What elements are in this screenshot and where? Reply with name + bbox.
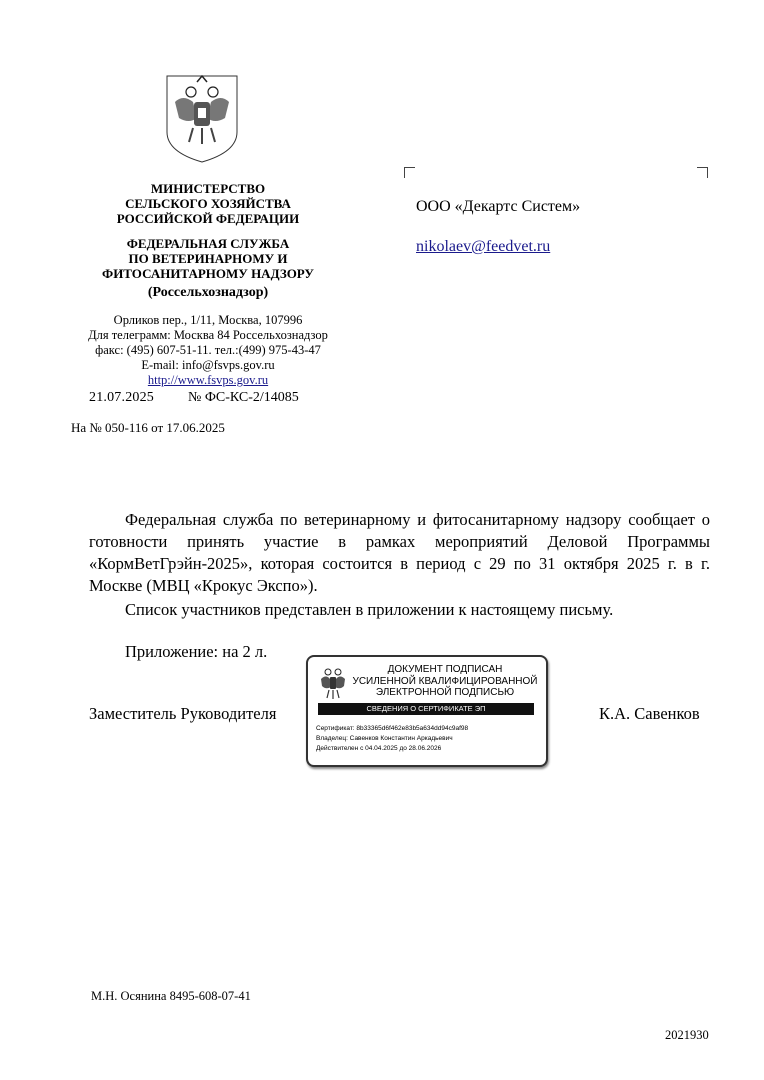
- coat-of-arms-emblem: [163, 72, 241, 164]
- recipient-name: ООО «Декартс Систем»: [416, 198, 581, 215]
- ministry-name: [60, 181, 356, 226]
- stamp-title-line: УСИЛЕННОЙ КВАЛИФИЦИРОВАННОЙ: [352, 675, 538, 687]
- stamp-certificate-id: Сертификат: 8b33365d6f462e83b5a634dd94c9af98: [316, 725, 469, 732]
- stamp-emblem-icon: [318, 665, 348, 701]
- document-date: 21.07.2025: [89, 390, 154, 405]
- address-corner-left: [404, 167, 415, 178]
- body-paragraph-list: Список участников представлен в приложении к настоящему письму.: [125, 600, 614, 619]
- e-signature-stamp: [306, 655, 548, 767]
- signer-position: Заместитель Руководителя: [89, 704, 277, 723]
- ministry-line: СЕЛЬСКОГО ХОЗЯЙСТВА: [125, 196, 291, 211]
- service-line: ФЕДЕРАЛЬНАЯ СЛУЖБА: [126, 236, 290, 251]
- document-code: 2021930: [665, 1028, 709, 1042]
- ministry-line: РОССИЙСКОЙ ФЕДЕРАЦИИ: [116, 211, 300, 226]
- executor-info: М.Н. Осянина 8495-608-07-41: [91, 989, 251, 1003]
- stamp-certificate-bar: СВЕДЕНИЯ О СЕРТИФИКАТЕ ЭП: [318, 703, 534, 715]
- service-line: ПО ВЕТЕРИНАРНОМУ И: [128, 251, 288, 266]
- address: Орликов пер., 1/11, Москва, 107996: [113, 313, 303, 327]
- address-corner-right: [697, 167, 708, 178]
- website-link[interactable]: http://www.fsvps.gov.ru: [147, 373, 269, 387]
- body-paragraph: [89, 509, 710, 597]
- email-line: E-mail: info@fsvps.gov.ru: [141, 358, 275, 372]
- stamp-validity: Действителен с 04.04.2025 до 28.06.2026: [316, 745, 442, 752]
- stamp-title-line: ДОКУМЕНТ ПОДПИСАН: [387, 664, 503, 675]
- reference-number: На № 050-116 от 17.06.2025: [71, 420, 225, 435]
- paragraph-text: Федеральная служба по ветеринарному и фитосанитарному надзору сообщает о готовности принять участие в рамках мероприятий Деловой Программы «КормВетГрэйн-2025», которая состоится в период с 29 по 31 октября 2025 г. в г. Москве (МВЦ «Крокус Экспо»).: [89, 510, 710, 595]
- signer-name: К.А. Савенков: [599, 704, 700, 723]
- phone-numbers: факс: (495) 607-51-11. тел.:(499) 975-43-47: [95, 343, 321, 357]
- document-number: № ФС-КС-2/14085: [188, 390, 299, 405]
- ministry-line: МИНИСТЕРСТВО: [150, 181, 266, 196]
- service-line: ФИТОСАНИТАРНОМУ НАДЗОРУ: [102, 266, 314, 281]
- recipient-email-link[interactable]: nikolaev@feedvet.ru: [416, 238, 551, 255]
- stamp-title-line: ЭЛЕКТРОННОЙ ПОДПИСЬЮ: [375, 687, 515, 698]
- appendix-note: Приложение: на 2 л.: [125, 642, 268, 661]
- service-short-name: (Россельхознадзор): [147, 285, 269, 300]
- stamp-owner: Владелец: Савенков Константин Аркадьевич: [316, 735, 453, 742]
- stamp-title: [352, 664, 538, 699]
- service-name: [60, 236, 356, 281]
- telegram-address: Для телеграмм: Москва 84 Россельхознадзор: [88, 328, 328, 342]
- contact-block: [60, 313, 356, 388]
